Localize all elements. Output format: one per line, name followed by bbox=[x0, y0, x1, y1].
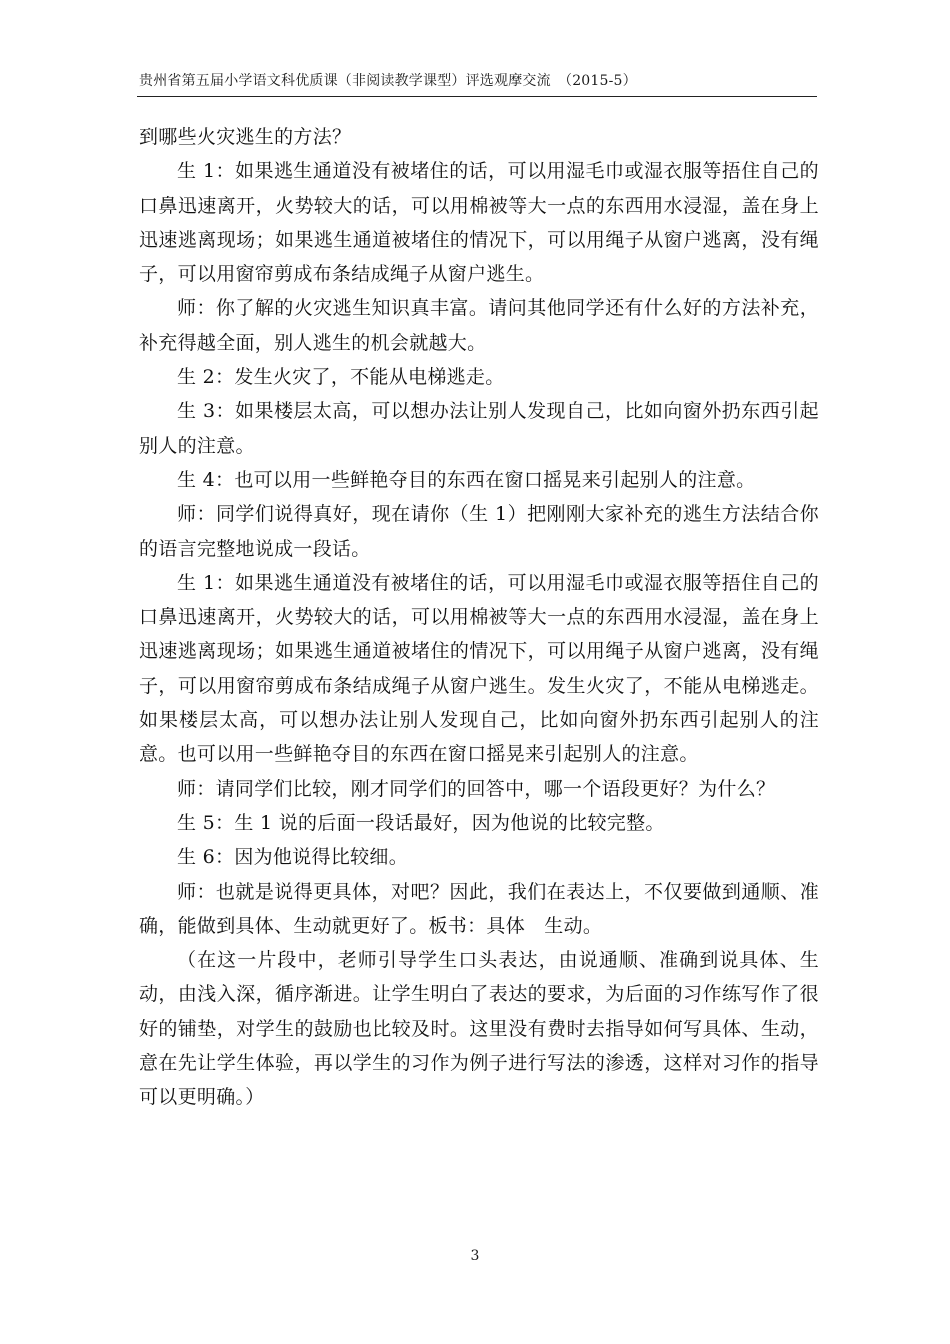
paragraph: 生 3：如果楼层太高，可以想办法让别人发现自己，比如向窗外扔东西引起别人的注意。 bbox=[139, 400, 819, 457]
running-header: 贵州省第五届小学语文科优质课（非阅读教学课型）评选观摩交流 （2015-5） bbox=[139, 73, 637, 89]
paragraph: 生 2：发生火灾了，不能从电梯逃走。 bbox=[177, 366, 505, 389]
header-divider bbox=[137, 96, 817, 97]
paragraph: 师：也就是说得更具体，对吧？因此，我们在表达上，不仅要做到通顺、准确，能做到具体、生动就更好了。板书：具体 生动。 bbox=[139, 880, 819, 937]
paragraph: 生 6：因为他说得比较细。 bbox=[177, 846, 409, 869]
paragraph: 师：请同学们比较，刚才同学们的回答中，哪一个语段更好？为什么？ bbox=[177, 777, 776, 800]
paragraph: 到哪些火灾逃生的方法？ bbox=[139, 126, 352, 148]
paragraph: （在这一片段中，老师引导学生口头表达，由说通顺、准确到说具体、生动，由浅入深，循序渐进。让学生明白了表达的要求，为后面的习作练写作了很好的铺垫，对学生的鼓励也比较及时。这里没有费时去指导如何写具体、生动，意在先让学生体验，再以学生的习作为例子进行写法的渗透，这样对习作的指导可以更明确。） bbox=[139, 949, 819, 1109]
paragraph: 师：你了解的火灾逃生知识真丰富。请问其他同学还有什么好的方法补充，补充得越全面，别人逃生的机会就越大。 bbox=[139, 297, 819, 354]
paragraph: 师：同学们说得真好，现在请你（生 1）把刚刚大家补充的逃生方法结合你的语言完整地说成一段话。 bbox=[139, 503, 819, 560]
page-number: 3 bbox=[470, 1248, 480, 1264]
paragraph: 生 1：如果逃生通道没有被堵住的话，可以用湿毛巾或湿衣服等捂住自己的口鼻迅速离开，火势较大的话，可以用棉被等大一点的东西用水浸湿，盖在身上迅速逃离现场；如果逃生通道被堵住的情况下，可以用绳子从窗户逃离，没有绳子，可以用窗帘剪成布条结成绳子从窗户逃生。 bbox=[139, 160, 819, 286]
document-body bbox=[139, 120, 819, 1115]
paragraph: 生 4：也可以用一些鲜艳夺目的东西在窗口摇晃来引起别人的注意。 bbox=[177, 468, 756, 491]
paragraph: 生 1：如果逃生通道没有被堵住的话，可以用湿毛巾或湿衣服等捂住自己的口鼻迅速离开，火势较大的话，可以用棉被等大一点的东西用水浸湿，盖在身上迅速逃离现场；如果逃生通道被堵住的情况下，可以用绳子从窗户逃离，没有绳子，可以用窗帘剪成布条结成绳子从窗户逃生。发生火灾了，不能从电梯逃走。如果楼层太高，可以想办法让别人发现自己，比如向窗外扔东西引起别人的注意。也可以用一些鲜艳夺目的东西在窗口摇晃来引起别人的注意。 bbox=[139, 571, 819, 766]
paragraph: 生 5：生 1 说的后面一段话最好，因为他说的比较完整。 bbox=[177, 811, 665, 834]
